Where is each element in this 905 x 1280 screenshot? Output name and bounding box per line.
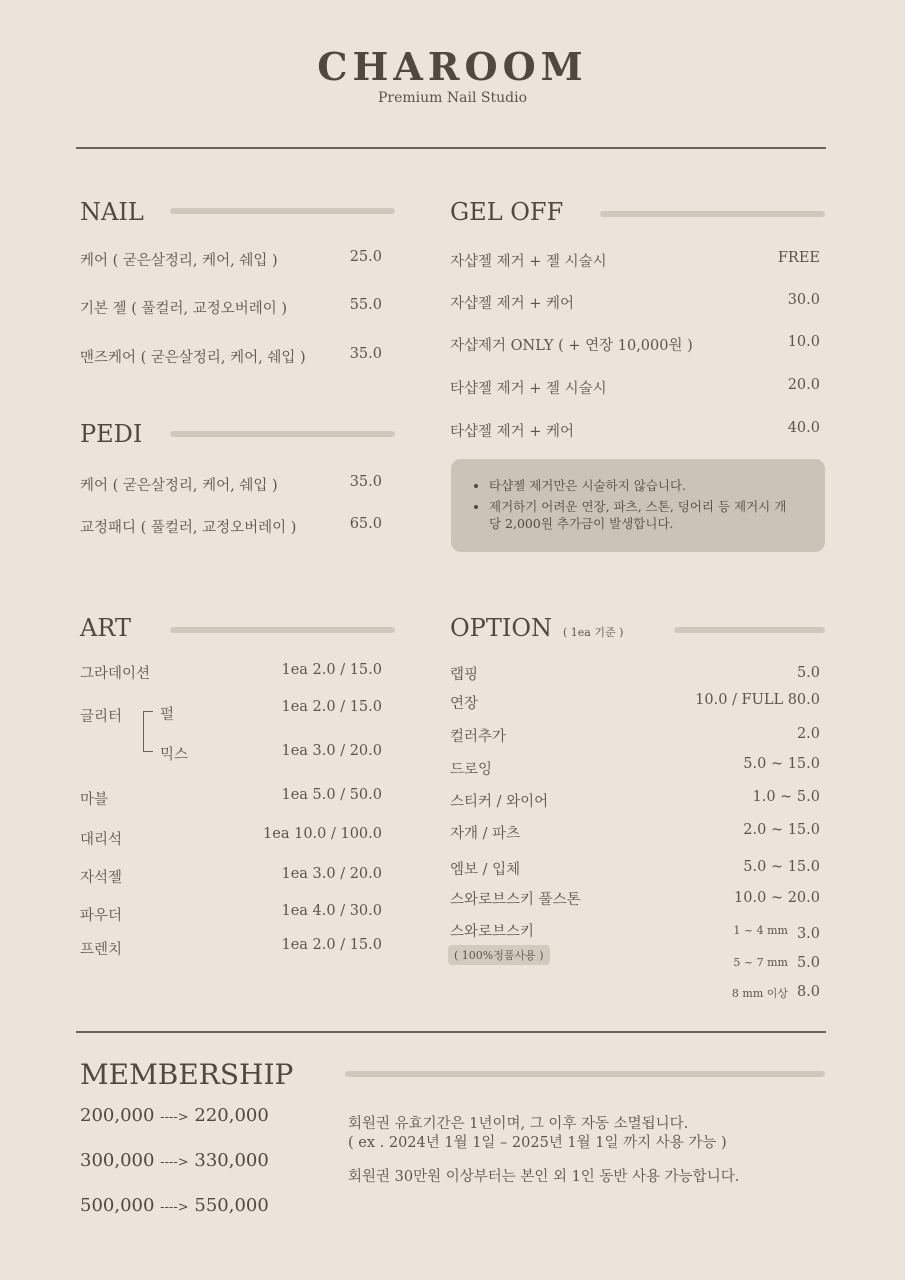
art-item-price: 1ea 3.0 / 20.0 — [281, 866, 382, 882]
section-bar-option — [674, 627, 825, 633]
art-item-name: 그라데이션 — [80, 666, 151, 682]
option-item-name: 자개 / 파츠 — [450, 826, 521, 842]
section-bar-pedi — [170, 431, 395, 437]
bracket-tick — [143, 751, 153, 752]
art-item-price: 1ea 5.0 / 50.0 — [281, 787, 382, 803]
option-item-price: 5.0 ~ 15.0 — [743, 756, 820, 772]
section-bar-art — [170, 627, 395, 633]
art-item-name: 대리석 — [80, 832, 123, 848]
membership-pay: 200,000 — [80, 1105, 155, 1126]
section-bar-geloff — [600, 211, 825, 217]
pedi-item-price: 65.0 — [349, 516, 382, 532]
art-subitem-name: 펄 — [160, 707, 175, 723]
art-item-name: 글리터 — [80, 709, 123, 725]
geloff-item-name: 타샵젤 제거 + 젤 시술시 — [450, 381, 607, 397]
membership-note: ( ex . 2024년 1월 1일 – 2025년 1월 1일 까지 사용 가능 ) — [348, 1135, 727, 1151]
option-item-price: 5.0 ~ 15.0 — [743, 859, 820, 875]
membership-tier — [80, 1150, 269, 1171]
membership-tier — [80, 1195, 269, 1216]
geloff-item-price: 40.0 — [787, 420, 820, 436]
geloff-item-price: 20.0 — [787, 377, 820, 393]
bracket-tick — [143, 711, 153, 712]
option-item-name: 연장 — [450, 696, 479, 712]
notice-item: • 제거하기 어려운 연장, 파츠, 스톤, 덩어리 등 제거시 개당 2,000원 추가금이 발생합니다. — [489, 498, 797, 532]
option-item-name: 스와로브스키 풀스톤 — [450, 892, 581, 908]
option-item-name: 스와로브스키 — [450, 924, 535, 940]
section-title-pedi: PEDI — [80, 420, 143, 448]
geloff-item-price: 10.0 — [787, 334, 820, 350]
membership-get: 330,000 — [194, 1150, 269, 1171]
art-item-price: 1ea 3.0 / 20.0 — [281, 743, 382, 759]
art-item-name: 프렌치 — [80, 942, 123, 958]
geloff-item-price: 30.0 — [787, 292, 820, 308]
swarovski-price: 3.0 — [796, 926, 820, 942]
divider-bottom — [76, 1031, 826, 1033]
authentic-tag: ( 100%정품사용 ) — [448, 945, 550, 965]
option-item-price: 1.0 ~ 5.0 — [752, 789, 820, 805]
geloff-item-name: 타샵젤 제거 + 케어 — [450, 424, 575, 440]
nail-item-name: 케어 ( 굳은살정리, 케어, 쉐입 ) — [80, 253, 278, 269]
notice-item: • 타샵젤 제거만은 시술하지 않습니다. — [489, 477, 797, 494]
option-item-price: 2.0 — [796, 726, 820, 742]
membership-pay: 300,000 — [80, 1150, 155, 1171]
option-item-price: 5.0 — [796, 665, 820, 681]
art-item-name: 마블 — [80, 792, 109, 808]
pedi-item-name: 케어 ( 굳은살정리, 케어, 쉐입 ) — [80, 478, 278, 494]
glitter-bracket — [143, 711, 144, 751]
arrow-icon: ----> — [160, 1155, 189, 1170]
nail-item-price: 35.0 — [349, 346, 382, 362]
nail-item-name: 맨즈케어 ( 굳은살정리, 케어, 쉐입 ) — [80, 350, 306, 366]
art-item-price: 1ea 2.0 / 15.0 — [281, 662, 382, 678]
divider-top — [76, 147, 826, 149]
section-title-art: ART — [80, 614, 131, 642]
swarovski-size: 8 mm 이상 — [731, 987, 788, 1000]
brand-title: CHAROOM — [317, 44, 588, 89]
pedi-item-price: 35.0 — [349, 474, 382, 490]
membership-note: 회원권 유효기간은 1년이며, 그 이후 자동 소멸됩니다. — [348, 1116, 689, 1132]
arrow-icon: ----> — [160, 1110, 189, 1125]
art-subitem-name: 믹스 — [160, 747, 189, 763]
section-title-nail: NAIL — [80, 198, 144, 226]
membership-pay: 500,000 — [80, 1195, 155, 1216]
art-item-name: 파우더 — [80, 908, 123, 924]
option-title-note: ( 1ea 기준 ) — [563, 626, 624, 639]
geloff-item-name: 자샵젤 제거 + 젤 시술시 — [450, 254, 607, 270]
option-item-name: 엠보 / 입체 — [450, 862, 521, 878]
swarovski-price: 5.0 — [796, 955, 820, 971]
geloff-item-name: 자샵제거 ONLY ( + 연장 10,000원 ) — [450, 338, 693, 354]
brand-subtitle: Premium Nail Studio — [378, 90, 527, 106]
membership-get: 220,000 — [194, 1105, 269, 1126]
nail-item-price: 25.0 — [349, 249, 382, 265]
swarovski-size: 5 ~ 7 mm — [733, 956, 788, 969]
section-bar-membership — [345, 1071, 825, 1077]
option-item-name: 컬러추가 — [450, 729, 507, 745]
membership-note: 회원권 30만원 이상부터는 본인 외 1인 동반 사용 가능합니다. — [348, 1169, 740, 1185]
geloff-item-price: FREE — [777, 250, 820, 266]
swarovski-size: 1 ~ 4 mm — [733, 924, 788, 937]
option-item-name: 랩핑 — [450, 667, 479, 683]
option-item-name: 드로잉 — [450, 762, 493, 778]
option-item-name: 스티커 / 와이어 — [450, 794, 549, 810]
art-item-price: 1ea 2.0 / 15.0 — [281, 699, 382, 715]
geloff-notice-box — [451, 459, 825, 552]
section-title-option: OPTION — [450, 614, 552, 642]
art-item-price: 1ea 4.0 / 30.0 — [281, 903, 382, 919]
geloff-item-name: 자샵젤 제거 + 케어 — [450, 296, 575, 312]
art-item-price: 1ea 2.0 / 15.0 — [281, 937, 382, 953]
nail-item-name: 기본 젤 ( 풀컬러, 교정오버레이 ) — [80, 301, 288, 317]
art-item-price: 1ea 10.0 / 100.0 — [263, 826, 382, 842]
option-item-price: 2.0 ~ 15.0 — [743, 822, 820, 838]
art-item-name: 자석젤 — [80, 870, 123, 886]
membership-tier — [80, 1105, 269, 1126]
section-title-geloff: GEL OFF — [450, 198, 564, 226]
option-item-price: 10.0 ~ 20.0 — [734, 890, 820, 906]
nail-item-price: 55.0 — [349, 297, 382, 313]
arrow-icon: ----> — [160, 1200, 189, 1215]
swarovski-price: 8.0 — [796, 984, 820, 1000]
section-title-membership: MEMBERSHIP — [80, 1058, 294, 1091]
option-item-price: 10.0 / FULL 80.0 — [695, 692, 820, 708]
section-bar-nail — [170, 208, 395, 214]
pedi-item-name: 교정패디 ( 풀컬러, 교정오버레이 ) — [80, 520, 297, 536]
membership-get: 550,000 — [194, 1195, 269, 1216]
